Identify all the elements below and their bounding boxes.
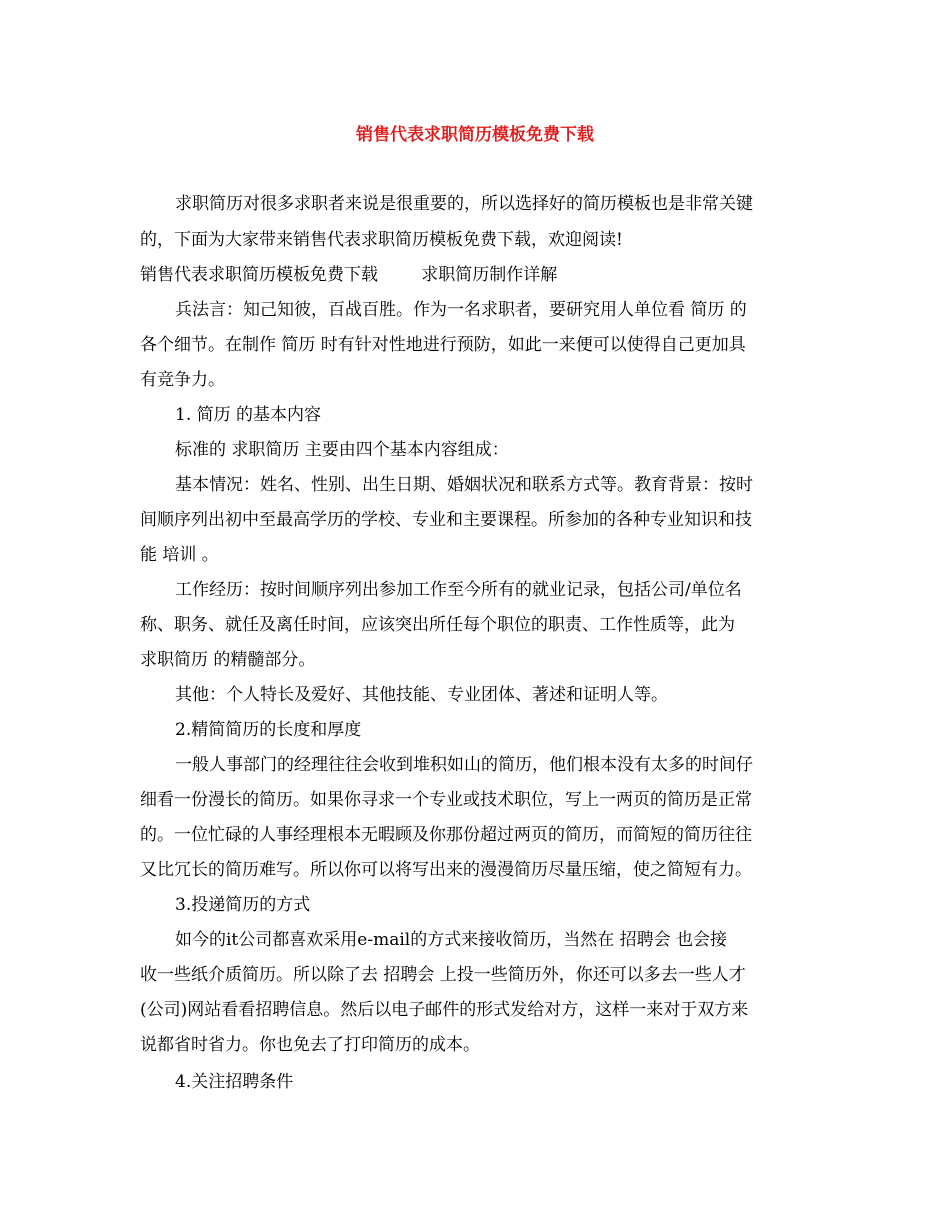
- paragraph-line: 如今的it公司都喜欢采用e-mail的方式来接收简历，当然在 招聘会 也会接: [175, 930, 728, 950]
- paragraph-line: 各个细节。在制作 简历 时有针对性地进行预防，如此一来便可以使得自己更加具: [140, 335, 746, 355]
- paragraph-line: 称、职务、就任及离任时间，应该突出所任每个职位的职责、工作性质等，此为: [140, 615, 735, 635]
- intro-line-2: 的，下面为大家带来销售代表求职简历模板免费下载，欢迎阅读!: [140, 230, 623, 250]
- paragraph-line: 细看一份漫长的简历。如果你寻求一个专业或技术职位，写上一两页的简历是正常: [140, 790, 752, 810]
- section-heading: 3.投递简历的方式: [175, 895, 311, 915]
- paragraph-line: 说都省时省力。你也免去了打印简历的成本。: [140, 1035, 480, 1055]
- subheading: 销售代表求职简历模板免费下载 求职简历制作详解: [140, 265, 558, 285]
- paragraph-line: 的。一位忙碌的人事经理根本无暇顾及你那份超过两页的简历，而简短的简历往往: [140, 825, 752, 845]
- section-heading: 2.精简简历的长度和厚度: [175, 720, 362, 740]
- section-heading: 1. 简历 的基本内容: [175, 405, 322, 425]
- intro-line-1: 求职简历对很多求职者来说是很重要的，所以选择好的简历模板也是非常关键: [175, 194, 753, 214]
- paragraph-line: 基本情况：姓名、性别、出生日期、婚姻状况和联系方式等。教育背景：按时: [175, 475, 753, 495]
- paragraph-line: 兵法言：知己知彼，百战百胜。作为一名求职者，要研究用人单位看 简历 的: [175, 300, 747, 320]
- paragraph-line: 收一些纸介质简历。所以除了去 招聘会 上投一些简历外，你还可以多去一些人才: [140, 965, 746, 985]
- paragraph-line: 能 培训 。: [140, 545, 219, 565]
- paragraph-line: (公司)网站看看招聘信息。然后以电子邮件的形式发给对方，这样一来对于双方来: [140, 1000, 749, 1020]
- paragraph-line: 又比冗长的简历难写。所以你可以将写出来的漫漫简历尽量压缩，使之简短有力。: [140, 860, 752, 880]
- document-title: 销售代表求职简历模板免费下载: [356, 125, 594, 145]
- paragraph-line: 其他：个人特长及爱好、其他技能、专业团体、著述和证明人等。: [175, 685, 668, 705]
- paragraph-line: 工作经历：按时间顺序列出参加工作至今所有的就业记录，包括公司/单位名: [175, 580, 742, 600]
- paragraph-line: 求职简历 的精髓部分。: [140, 650, 316, 670]
- section-heading: 4.关注招聘条件: [175, 1072, 294, 1092]
- paragraph-line: 一般人事部门的经理往往会收到堆积如山的简历，他们根本没有太多的时间仔: [175, 755, 753, 775]
- paragraph-line: 标准的 求职简历 主要由四个基本内容组成：: [175, 440, 509, 460]
- paragraph-line: 有竞争力。: [140, 370, 225, 390]
- paragraph-line: 间顺序列出初中至最高学历的学校、专业和主要课程。所参加的各种专业知识和技: [140, 510, 752, 530]
